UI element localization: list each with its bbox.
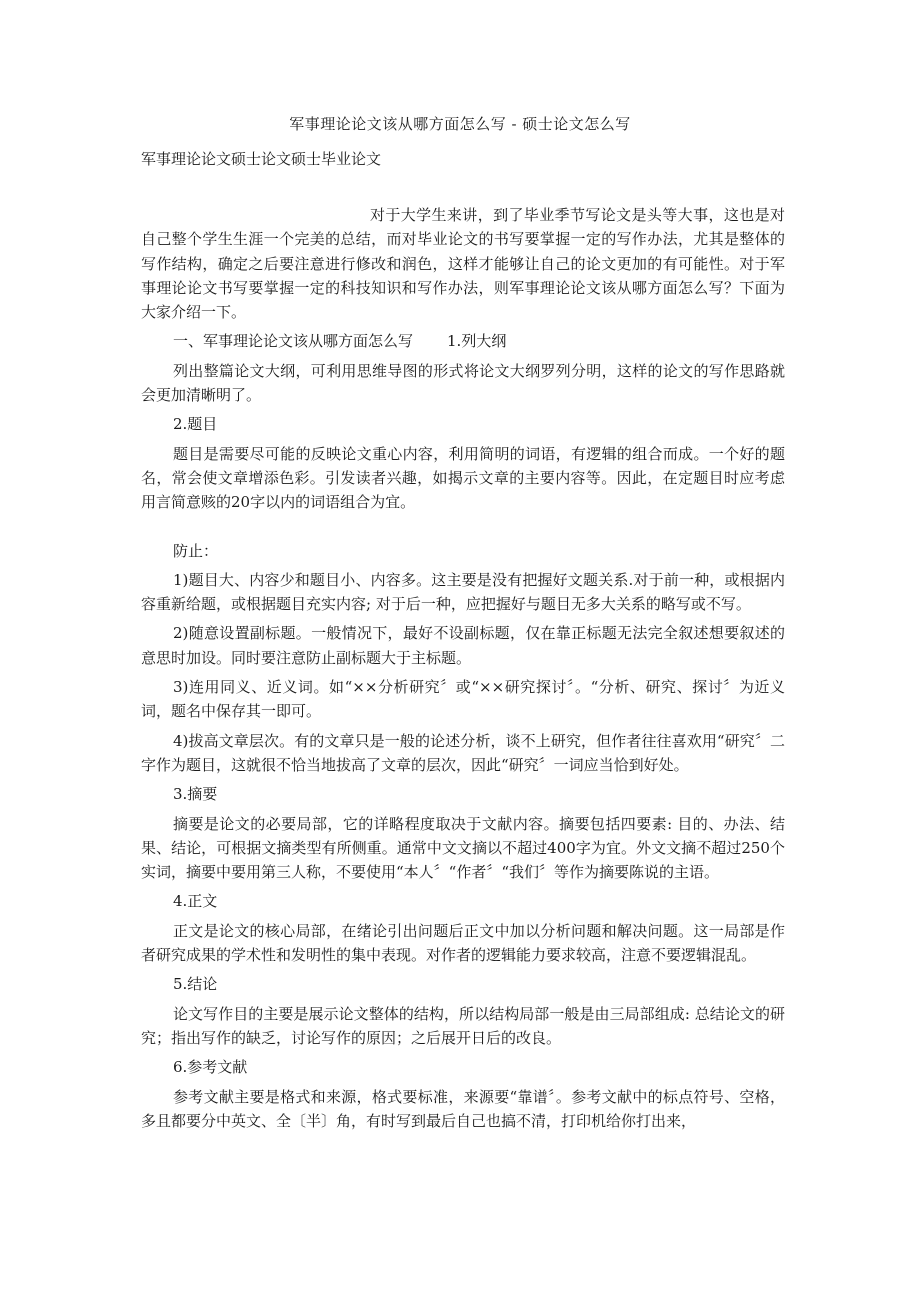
prevent-item-2: 2)随意设置副标题。一般情况下，最好不设副标题，仅在靠正标题无法完全叙述想要叙述的意思时加设。同时要注意防止副标题大于主标题。 [141, 624, 785, 667]
paragraph-main-text: 正文是论文的核心局部，在绪论引出问题后正文中加以分析问题和解决问题。这一局部是作者研究成果的学术性和发明性的集中表现。对作者的逻辑能力要求较高，注意不要逻辑混乱。 [141, 921, 785, 965]
heading-references: 6.参考文献 [173, 1058, 248, 1077]
paragraph-conclusion: 论文写作目的主要是展示论文整体的结构，所以结构局部一般是由三局部组成: 总结论文的研究；指出写作的缺乏，讨论写作的原因；之后展开日后的改良。 [141, 1004, 785, 1047]
heading-main-text: 4.正文 [173, 892, 218, 911]
document-title: 军事理论论文该从哪方面怎么写 - 硕士论文怎么写 [289, 115, 631, 133]
paragraph-outline: 列出整篇论文大纲，可利用思维导图的形式将论文大纲罗列分明，这样的论文的写作思路就会更加清晰明了。 [141, 361, 785, 405]
intro-paragraph: 对于大学生来讲，到了毕业季节写论文是头等大事，这也是对自己整个学生生涯一个完美的总结，而对毕业论文的书写要掌握一定的写作办法，尤其是整体的写作结构，确定之后要注意进行修改和润色，这样才能够让自己的论文更加的有可能性。对于军事理论论文书写要掌握一定的科技知识和写作办法，则军事理论论文该从哪方面怎么写？下面为大家介绍一下。 [141, 206, 785, 322]
prevent-item-1: 1)题目大、内容少和题目小、内容多。这主要是没有把握好文题关系.对于前一种，或根据内容重新给题，或根据题目充实内容; 对于后一种，应把握好与题目无多大关系的略写或不写。 [141, 570, 785, 614]
heading-outline: 1.列大纲 [447, 332, 507, 351]
heading-abstract: 3.摘要 [173, 785, 218, 804]
paragraph-abstract: 摘要是论文的必要局部，它的详略程度取决于文献内容。摘要包括四要素: 目的、办法、结果、结论，可根据文摘类型有所侧重。通常中文文摘以不超过400字为宜。外文文摘不超过250个实词，摘要中要用第三人称，不要使用“本人〞“作者〞“我们〞等作为摘要陈说的主语。 [141, 814, 785, 882]
prevent-item-3: 3)连用同义、近义词。如“××分析研究〞或“××研究探讨〞。“分析、研究、探讨〞为近义词，题名中保存其一即可。 [141, 678, 785, 721]
heading-title: 2.题目 [173, 415, 218, 434]
heading-conclusion: 5.结论 [173, 975, 218, 994]
prevent-item-4: 4)拔高文章层次。有的文章只是一般的论述分析，谈不上研究，但作者往往喜欢用“研究〞二字作为题目，这就很不恰当地拔高了文章的层次，因此“研究〞一词应当恰到好处。 [141, 731, 785, 774]
prevent-label: 防止： [173, 541, 219, 560]
section-1-heading: 一、军事理论论文该从哪方面怎么写 [173, 332, 414, 351]
paragraph-references: 参考文献主要是格式和来源，格式要标准，来源要“靠谱〞。参考文献中的标点符号、空格，多且都要分中英文、全〔半〕角，有时写到最后自己也搞不清，打印机给你打出来， [141, 1087, 785, 1130]
document-body [141, 203, 785, 1138]
keywords-line: 军事理论论文硕士论文硕士毕业论文 [141, 150, 382, 168]
section-heading-line [141, 329, 785, 353]
paragraph-title: 题目是需要尽可能的反映论文重心内容，利用简明的词语，有逻辑的组合而成。一个好的题名，常会使文章增添色彩。引发读者兴趣，如揭示文章的主要内容等。因此，在定题目时应考虑用言简意赅的20字以内的词语组合为宜。 [141, 444, 785, 512]
